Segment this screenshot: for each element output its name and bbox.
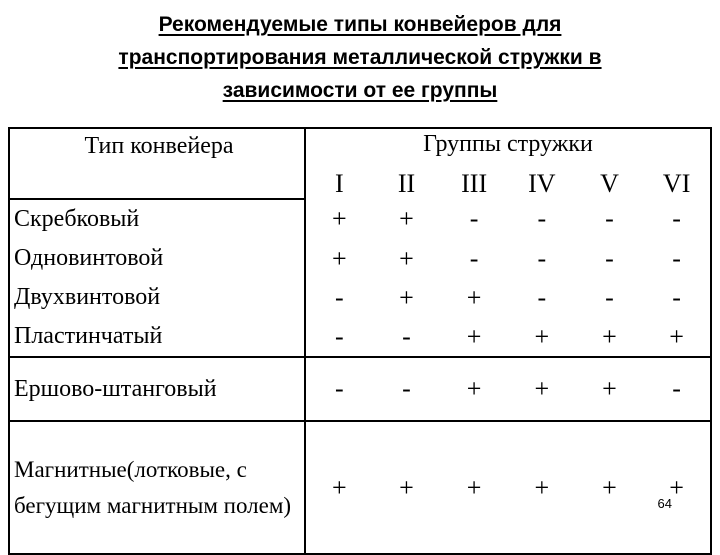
table-row [9, 421, 711, 554]
mark-cell: - [643, 357, 711, 421]
mark-cell: - [537, 204, 547, 233]
mark-cell: + [508, 357, 576, 421]
conveyor-name: Двухвинтовой [9, 278, 305, 317]
mark-cell: - [334, 282, 344, 312]
group-header-cell: III [461, 169, 488, 198]
mark-cell: + [331, 243, 347, 273]
group-header-cell: II [397, 169, 416, 198]
group-header-cell: V [600, 169, 619, 198]
mark-cell: - [605, 282, 614, 312]
group-header-cell: IV [528, 169, 556, 198]
mark-cell: + [643, 421, 711, 554]
mark-cell: - [643, 239, 711, 278]
mark-cell: - [469, 204, 479, 233]
mark-cell: - [469, 243, 479, 273]
title-line-1: Рекомендуемые типы конвейеров для [158, 13, 562, 36]
table-row [9, 239, 711, 278]
group-header-cell: I [334, 169, 344, 198]
mark-cell: + [305, 421, 373, 554]
mark-cell: + [399, 282, 414, 312]
conveyor-name: Скребковый [9, 199, 305, 239]
page-title [0, 8, 720, 107]
mark-cell: + [576, 357, 644, 421]
group-header-cell: VI [643, 169, 711, 199]
title-line-3: зависимости от ее группы [222, 79, 498, 102]
mark-cell: - [643, 199, 711, 239]
conveyor-name: Одновинтовой [9, 239, 305, 278]
table-row [9, 357, 711, 421]
mark-cell: - [605, 204, 614, 233]
conveyor-name: Пластинчатый [9, 317, 305, 357]
conveyor-type-header: Тип конвейера [9, 128, 305, 199]
table-row [9, 278, 711, 317]
mark-cell: - [373, 317, 441, 357]
mark-cell: - [373, 357, 441, 421]
table-row [9, 199, 711, 239]
mark-cell: + [440, 357, 508, 421]
conveyor-table [8, 127, 712, 555]
table-row [9, 317, 711, 357]
mark-cell: + [466, 282, 482, 312]
mark-cell: + [508, 421, 576, 554]
mark-cell: - [537, 243, 547, 273]
mark-cell: + [576, 421, 644, 554]
mark-cell: + [373, 421, 441, 554]
mark-cell: + [508, 317, 576, 357]
conveyor-name: Ершово-штанговый [9, 357, 305, 421]
mark-cell: + [399, 243, 414, 273]
mark-cell: + [440, 317, 508, 357]
mark-cell: + [440, 421, 508, 554]
mark-cell: + [331, 204, 347, 233]
mark-cell: + [643, 317, 711, 357]
mark-cell: - [537, 282, 547, 312]
mark-cell: + [399, 204, 414, 233]
page-number: 64 [657, 496, 672, 511]
mark-cell: - [305, 317, 373, 357]
mark-cell: - [643, 278, 711, 317]
mark-cell: - [305, 357, 373, 421]
chip-groups-header: Группы стружки [305, 128, 711, 169]
mark-cell: - [605, 243, 614, 273]
mark-cell: + [576, 317, 644, 357]
conveyor-name: Магнитные(лотковые, с бегущим магнитным полем) [9, 421, 305, 554]
title-line-2: транспортирования металлической стружки в [118, 46, 602, 69]
